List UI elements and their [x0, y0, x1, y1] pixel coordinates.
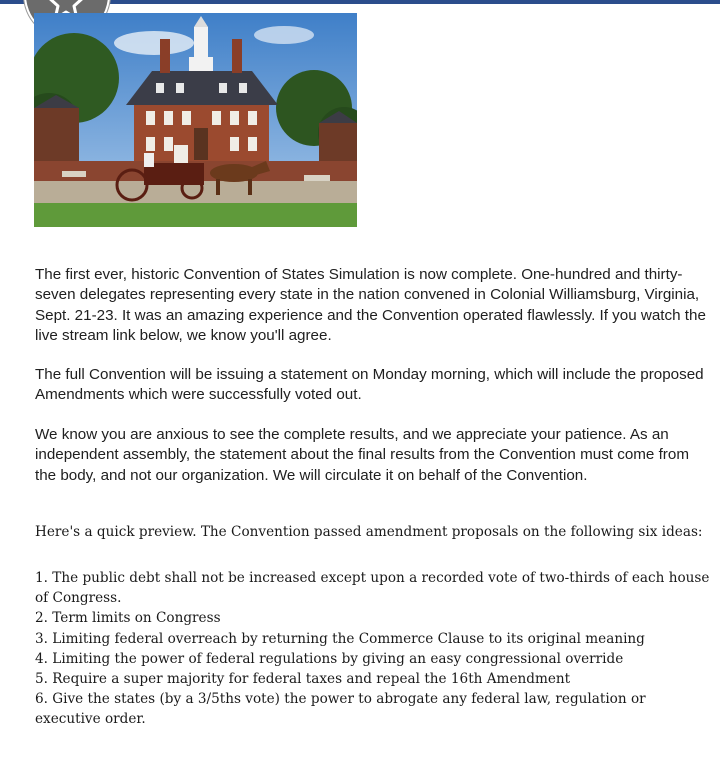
intro-paragraph: The first ever, historic Convention of States Simulation is now complete. One-hundred and thirty-seven delegates representing every state in the nation convened in Colonial Williamsburg, Virginia, Sept. 21-23. It was an amazing experience and the Convention operated flawlessly. If you watch the live stream link below, we know you'll agree.	[35, 266, 706, 344]
list-item: 6. Give the states (by a 3/5ths vote) the power to abrogate any federal law, regulation or executive order.	[35, 691, 646, 728]
hero-image	[34, 13, 357, 227]
amendment-ideas-list	[35, 568, 711, 730]
list-item: 3. Limiting federal overreach by returning the Commerce Clause to its original meaning	[35, 630, 645, 647]
list-item: 5. Require a super majority for federal taxes and repeal the 16th Amendment	[35, 671, 571, 688]
patience-paragraph: We know you are anxious to see the complete results, and we appreciate your patience. As an independent assembly, the statement about the final results from the Convention must come from the body, and not our organization. We will circulate it on behalf of the Convention.	[35, 426, 689, 484]
list-item: 1. The public debt shall not be increased except upon a recorded vote of two-thirds of each house of Congress.	[35, 570, 710, 607]
list-item: 2. Term limits on Congress	[35, 610, 221, 627]
preview-intro: Here's a quick preview. The Convention passed amendment proposals on the following six ideas:	[35, 523, 703, 540]
list-item: 4. Limiting the power of federal regulations by giving an easy congressional override	[35, 650, 624, 667]
statement-paragraph: The full Convention will be issuing a statement on Monday morning, which will include the proposed Amendments which were successfully voted out.	[35, 366, 704, 404]
